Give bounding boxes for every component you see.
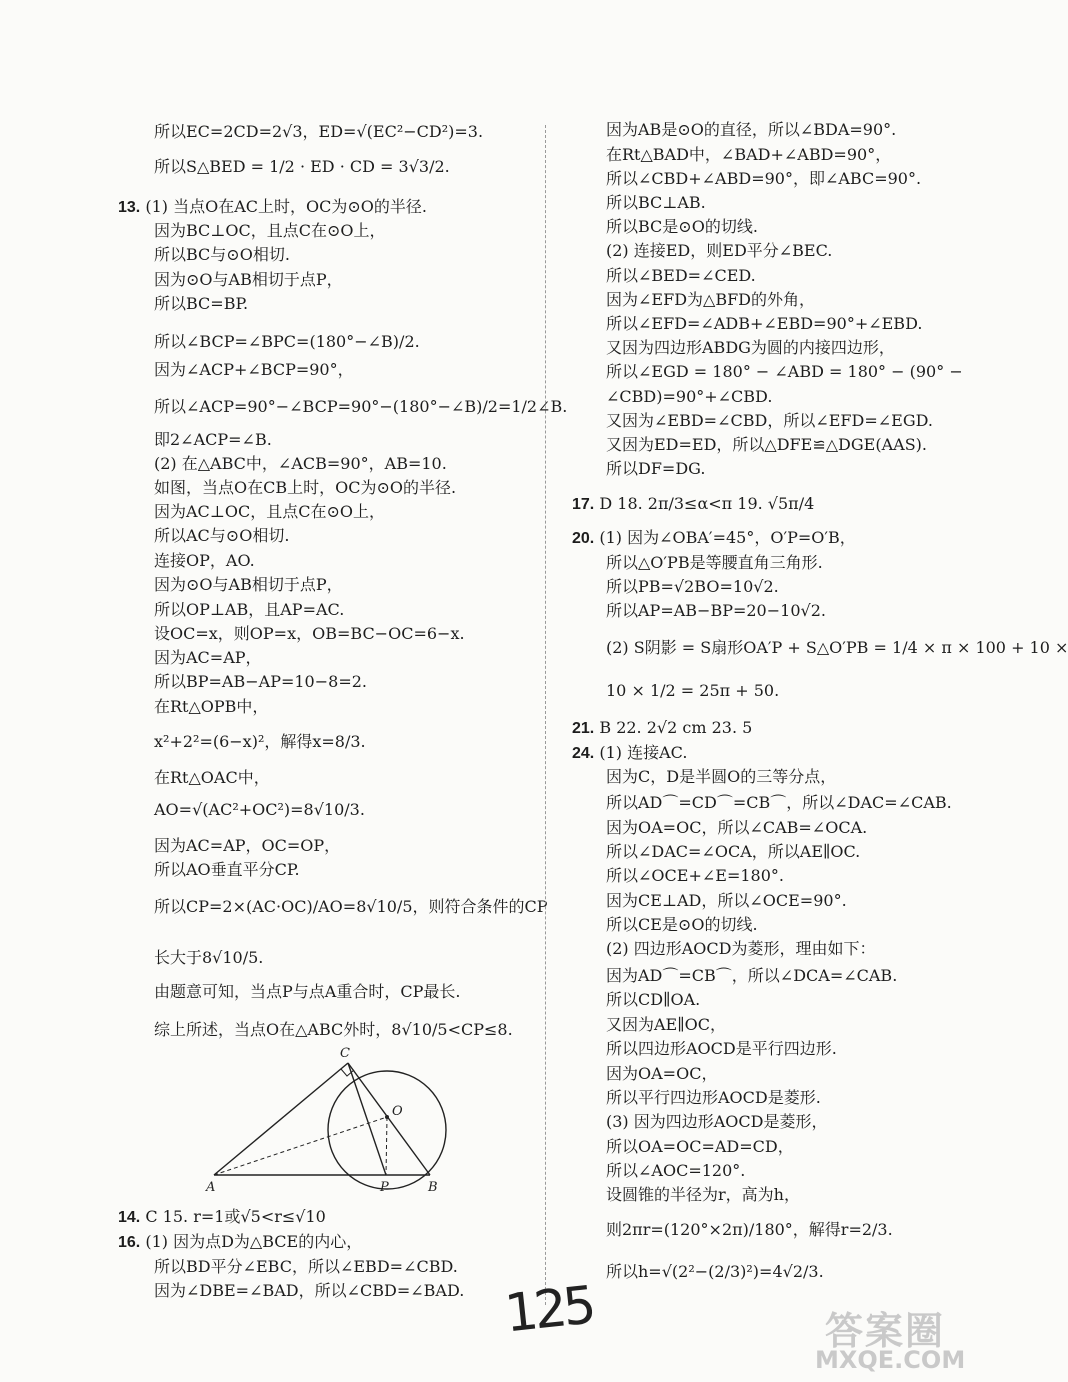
watermark-url: MXQE.COM bbox=[815, 1346, 966, 1374]
line-text: (1) 因为∠OBA′=45°，O′P=O′B， bbox=[599, 528, 856, 547]
line-text: 在Rt△OAC中， bbox=[154, 768, 270, 787]
label-c: C bbox=[340, 1046, 350, 1061]
left-line bbox=[154, 478, 456, 498]
line-text: 所以CP=2×(AC·OC)/AO=8√10/5，则符合条件的CP bbox=[154, 897, 548, 916]
line-text: 又因为ED=ED，所以△DFE≌△DGE(AAS). bbox=[606, 435, 927, 454]
right-line bbox=[606, 266, 756, 286]
line-text: (3) 因为四边形AOCD是菱形， bbox=[606, 1112, 828, 1131]
left-line bbox=[118, 197, 427, 218]
line-text: 所以∠AOC=120°. bbox=[606, 1161, 746, 1180]
right-line bbox=[606, 990, 700, 1010]
line-text: 因为⊙O与AB相切于点P， bbox=[154, 575, 343, 594]
line-text: 所以OP⊥AB，且AP=AC. bbox=[154, 600, 345, 619]
column-divider bbox=[545, 125, 546, 1305]
right-line bbox=[606, 1088, 821, 1108]
line-text: 因为OA=OC，所以∠CAB=∠OCA. bbox=[606, 818, 868, 837]
point-o bbox=[385, 1115, 389, 1119]
line-text: 所以BP=AB−AP=10−8=2. bbox=[154, 672, 367, 691]
line-text: (1) 当点O在AC上时，OC为⊙O的半径. bbox=[145, 197, 427, 216]
line-text: (2) 四边形AOCD为菱形，理由如下： bbox=[606, 939, 876, 958]
label-o: O bbox=[392, 1104, 403, 1119]
line-text: 因为∠ACP+∠BCP=90°， bbox=[154, 360, 354, 379]
line-text: (2) S阴影 = S扇形OA′P + S△O′PB = 1/4 × π × 100 + 10 × bbox=[606, 638, 1068, 657]
question-number: 24. bbox=[572, 745, 595, 762]
line-text: 在Rt△BAD中，∠BAD+∠ABD=90°， bbox=[606, 145, 892, 164]
left-line bbox=[154, 836, 340, 856]
line-text: 所以∠BED=∠CED. bbox=[606, 266, 756, 285]
line-text: B 22. 2√2 cm 23. 5 bbox=[599, 718, 753, 737]
left-line bbox=[154, 948, 263, 968]
line-text: 所以BC与⊙O相切. bbox=[154, 245, 290, 264]
line-text: 所以EC=2CD=2√3，ED=√(EC²−CD²)=3. bbox=[154, 122, 484, 141]
right-line bbox=[606, 601, 826, 621]
question-number: 14. bbox=[118, 1209, 141, 1226]
label-p: P bbox=[380, 1180, 389, 1195]
line-text: 所以PB=√2BO=10√2. bbox=[606, 577, 779, 596]
right-line bbox=[606, 638, 1068, 658]
left-line bbox=[154, 648, 262, 668]
line-text: 设OC=x，则OP=x，OB=BC−OC=6−x. bbox=[154, 624, 465, 643]
line-text: 所以AP=AB−BP=20−10√2. bbox=[606, 601, 826, 620]
right-line bbox=[606, 290, 815, 310]
right-line bbox=[606, 842, 860, 862]
line-text: 因为AB是⊙O的直径，所以∠BDA=90°. bbox=[606, 120, 897, 139]
line-text: 设圆锥的半径为r，高为h， bbox=[606, 1185, 800, 1204]
left-line bbox=[154, 600, 344, 620]
left-line bbox=[154, 697, 268, 717]
right-line bbox=[606, 1015, 726, 1035]
line-text: 因为AC⊥OC，且点C在⊙O上， bbox=[154, 502, 385, 521]
right-line bbox=[606, 1220, 893, 1240]
line-text: 所以∠DAC=∠OCA，所以AE∥OC. bbox=[606, 842, 861, 861]
right-line bbox=[606, 1161, 745, 1181]
line-text: 所以OA=OC=AD=CD， bbox=[606, 1137, 794, 1156]
line-text: 所以BC=BP. bbox=[154, 294, 249, 313]
line-text: 又因为四边形ABDG为圆的内接四边形， bbox=[606, 338, 895, 357]
left-line bbox=[154, 360, 354, 380]
left-line bbox=[154, 982, 460, 1002]
right-line bbox=[606, 362, 963, 382]
right-line bbox=[606, 915, 758, 935]
line-text: 所以平行四边形AOCD是菱形. bbox=[606, 1088, 821, 1107]
right-line bbox=[572, 528, 856, 549]
circle-o bbox=[328, 1071, 446, 1189]
line-text: 所以h=√(2²−(2/3)²)=4√2/3. bbox=[606, 1262, 824, 1281]
left-line bbox=[154, 624, 465, 644]
watermark bbox=[815, 1300, 995, 1378]
right-line bbox=[606, 1039, 837, 1059]
line-text: ∠CBD)=90°+∠CBD. bbox=[606, 387, 773, 406]
right-line bbox=[572, 494, 814, 515]
line-text: (2) 在△ABC中，∠ACB=90°，AB=10. bbox=[154, 454, 447, 473]
right-line bbox=[606, 681, 779, 701]
line-text: 所以S△BED = 1/2 · ED · CD = 3√3/2. bbox=[154, 157, 450, 176]
line-text: 所以AD⌒=CD⌒=CB⌒，所以∠DAC=∠CAB. bbox=[606, 793, 952, 812]
line-text: 因为C，D是半圆O的三等分点， bbox=[606, 767, 837, 786]
left-line bbox=[118, 1232, 362, 1253]
line-text: 所以∠CBD+∠ABD=90°，即∠ABC=90°. bbox=[606, 169, 922, 188]
right-line bbox=[606, 866, 784, 886]
line-text: 因为∠EFD为△BFD的外角， bbox=[606, 290, 816, 309]
left-line bbox=[154, 502, 385, 522]
line-text: 综上所述，当点O在△ABC外时，8√10/5<CP≤8. bbox=[154, 1020, 513, 1039]
right-line bbox=[606, 387, 772, 407]
right-line bbox=[606, 169, 921, 189]
segment-ao bbox=[214, 1117, 387, 1175]
line-text: 则2πr=(120°×2π)/180°，解得r=2/3. bbox=[606, 1220, 893, 1239]
left-line bbox=[154, 575, 343, 595]
left-line bbox=[154, 157, 450, 177]
left-line bbox=[154, 800, 365, 820]
question-number: 17. bbox=[572, 496, 595, 513]
right-line bbox=[606, 577, 779, 597]
right-line bbox=[572, 743, 687, 764]
line-text: 所以CE是⊙O的切线. bbox=[606, 915, 758, 934]
line-text: 因为BC⊥OC，且点C在⊙O上， bbox=[154, 221, 386, 240]
left-line bbox=[154, 122, 483, 142]
segment-op bbox=[386, 1117, 387, 1175]
line-text: (2) 连接ED，则ED平分∠BEC. bbox=[606, 241, 833, 260]
line-text: 所以BC是⊙O的切线. bbox=[606, 217, 758, 236]
right-line bbox=[606, 1185, 800, 1205]
left-line bbox=[154, 897, 548, 917]
line-text: 又因为∠EBD=∠CBD，所以∠EFD=∠EGD. bbox=[606, 411, 933, 430]
line-text: 所以AO垂直平分CP. bbox=[154, 860, 300, 879]
label-a: A bbox=[206, 1180, 216, 1195]
left-line bbox=[154, 221, 385, 241]
right-line bbox=[606, 193, 706, 213]
line-text: 所以BC⊥AB. bbox=[606, 193, 706, 212]
left-line bbox=[154, 551, 255, 571]
line-text: AO=√(AC²+OC²)=8√10/3. bbox=[154, 800, 365, 819]
right-line bbox=[606, 939, 876, 959]
line-text: 所以∠ACP=90°−∠BCP=90°−(180°−∠B)/2=1/2∠B. bbox=[154, 397, 568, 416]
right-line bbox=[606, 241, 832, 261]
left-line bbox=[154, 397, 567, 417]
line-text: 所以∠OCE+∠E=180°. bbox=[606, 866, 784, 885]
right-line bbox=[606, 818, 867, 838]
line-text: 10 × 1/2 = 25π + 50. bbox=[606, 681, 780, 700]
line-text: (1) 因为点D为△BCE的内心， bbox=[145, 1232, 363, 1251]
line-text: D 18. 2π/3≤α<π 19. √5π/4 bbox=[599, 494, 815, 513]
line-text: 又因为AE∥OC， bbox=[606, 1015, 726, 1034]
line-text: 所以∠BCP=∠BPC=(180°−∠B)/2. bbox=[154, 332, 420, 351]
line-text: x²+2²=(6−x)²，解得x=8/3. bbox=[154, 732, 366, 751]
left-line bbox=[154, 270, 343, 290]
line-text: (1) 连接AC. bbox=[599, 743, 688, 762]
line-text: 所以△O′PB是等腰直角三角形. bbox=[606, 553, 823, 572]
right-line bbox=[606, 1064, 717, 1084]
left-line bbox=[154, 454, 447, 474]
line-text: 所以∠EFD=∠ADB+∠EBD=90°+∠EBD. bbox=[606, 314, 923, 333]
line-text: 所以四边形AOCD是平行四边形. bbox=[606, 1039, 837, 1058]
right-line bbox=[572, 718, 752, 739]
line-text: 由题意可知，当点P与点A重合时，CP最长. bbox=[154, 982, 461, 1001]
right-line bbox=[606, 793, 952, 813]
left-line bbox=[154, 1020, 513, 1040]
left-line bbox=[154, 768, 270, 788]
line-text: 因为⊙O与AB相切于点P， bbox=[154, 270, 343, 289]
question-number: 21. bbox=[572, 720, 595, 737]
left-line bbox=[154, 1257, 458, 1277]
right-line bbox=[606, 411, 933, 431]
left-line bbox=[154, 732, 366, 752]
right-line bbox=[606, 459, 705, 479]
right-line bbox=[606, 966, 897, 986]
left-line bbox=[154, 672, 367, 692]
left-line bbox=[118, 1207, 326, 1228]
right-line bbox=[606, 1137, 794, 1157]
line-text: 所以DF=DG. bbox=[606, 459, 706, 478]
line-text: 所以BD平分∠EBC，所以∠EBD=∠CBD. bbox=[154, 1257, 458, 1276]
line-text: 所以CD∥OA. bbox=[606, 990, 701, 1009]
left-line bbox=[154, 245, 290, 265]
line-text: 如图，当点O在CB上时，OC为⊙O的半径. bbox=[154, 478, 457, 497]
left-line bbox=[154, 430, 272, 450]
watermark-logo-text: 答案圈 bbox=[825, 1309, 946, 1353]
line-text: 因为CE⊥AD，所以∠OCE=90°. bbox=[606, 891, 847, 910]
right-line bbox=[606, 120, 896, 140]
right-line bbox=[606, 314, 922, 334]
line-text: 所以AC与⊙O相切. bbox=[154, 526, 290, 545]
right-line bbox=[606, 145, 891, 165]
line-text: 因为OA=OC， bbox=[606, 1064, 718, 1083]
left-line bbox=[154, 332, 420, 352]
line-text: 所以∠EGD = 180° − ∠ABD = 180° − (90° − bbox=[606, 362, 963, 381]
right-line bbox=[606, 767, 836, 787]
geometry-figure bbox=[200, 1045, 450, 1195]
left-line bbox=[154, 860, 300, 880]
line-text: 因为∠DBE=∠BAD，所以∠CBD=∠BAD. bbox=[154, 1281, 465, 1300]
right-line bbox=[606, 435, 927, 455]
right-line bbox=[606, 1262, 824, 1282]
line-text: 长大于8√10/5. bbox=[154, 948, 264, 967]
right-line bbox=[606, 338, 895, 358]
line-text: 即2∠ACP=∠B. bbox=[154, 430, 272, 449]
right-line bbox=[606, 553, 823, 573]
handwritten-page-number: 125 bbox=[502, 1275, 596, 1345]
question-number: 16. bbox=[118, 1234, 141, 1251]
right-line bbox=[606, 217, 758, 237]
line-text: 连接OP，AO. bbox=[154, 551, 255, 570]
left-line bbox=[154, 526, 289, 546]
line-text: C 15. r=1或√5<r≤√10 bbox=[145, 1207, 326, 1226]
line-text: 因为AC=AP，OC=OP， bbox=[154, 836, 341, 855]
left-line bbox=[154, 294, 248, 314]
line-text: 因为AC=AP， bbox=[154, 648, 262, 667]
question-number: 13. bbox=[118, 199, 141, 216]
line-text: 因为AD⌒=CB⌒，所以∠DCA=∠CAB. bbox=[606, 966, 898, 985]
line-text: 在Rt△OPB中， bbox=[154, 697, 269, 716]
segment-ac bbox=[214, 1063, 348, 1175]
label-b: B bbox=[428, 1180, 438, 1195]
right-line bbox=[606, 1112, 828, 1132]
question-number: 20. bbox=[572, 530, 595, 547]
left-line bbox=[154, 1281, 464, 1301]
right-line bbox=[606, 891, 847, 911]
